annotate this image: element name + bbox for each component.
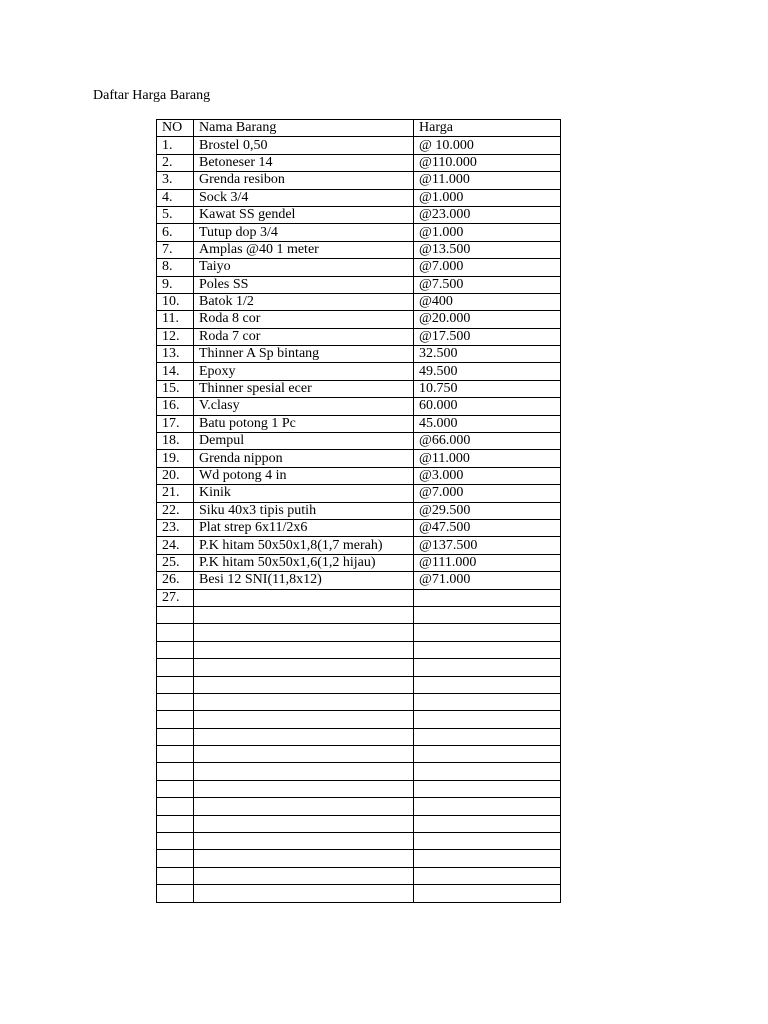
cell-no: 17. bbox=[157, 415, 194, 432]
table-row bbox=[157, 885, 561, 902]
table-row bbox=[157, 433, 561, 450]
table-row bbox=[157, 589, 561, 606]
cell-no: 2. bbox=[157, 154, 194, 171]
cell-price: @ 10.000 bbox=[414, 137, 561, 154]
header-price: Harga bbox=[414, 120, 561, 137]
cell-no bbox=[157, 606, 194, 623]
cell-no: 14. bbox=[157, 363, 194, 380]
cell-item-name: Amplas @40 1 meter bbox=[194, 241, 414, 258]
cell-price: 10.750 bbox=[414, 380, 561, 397]
cell-no bbox=[157, 659, 194, 676]
cell-item-name bbox=[194, 589, 414, 606]
cell-no bbox=[157, 746, 194, 763]
cell-no: 19. bbox=[157, 450, 194, 467]
table-row bbox=[157, 693, 561, 710]
cell-item-name bbox=[194, 624, 414, 641]
cell-no: 5. bbox=[157, 206, 194, 223]
table-header-row bbox=[157, 120, 561, 137]
cell-no bbox=[157, 693, 194, 710]
cell-item-name bbox=[194, 833, 414, 850]
cell-item-name bbox=[194, 850, 414, 867]
cell-item-name: Batu potong 1 Pc bbox=[194, 415, 414, 432]
cell-price bbox=[414, 885, 561, 902]
cell-item-name: P.K hitam 50x50x1,6(1,2 hijau) bbox=[194, 554, 414, 571]
price-list-table bbox=[156, 119, 561, 903]
table-row bbox=[157, 537, 561, 554]
table-row bbox=[157, 867, 561, 884]
cell-item-name: Poles SS bbox=[194, 276, 414, 293]
cell-item-name: Thinner A Sp bintang bbox=[194, 346, 414, 363]
cell-item-name bbox=[194, 728, 414, 745]
cell-item-name bbox=[194, 641, 414, 658]
cell-price bbox=[414, 641, 561, 658]
cell-no bbox=[157, 763, 194, 780]
cell-item-name: Dempul bbox=[194, 433, 414, 450]
cell-no: 13. bbox=[157, 346, 194, 363]
table-row bbox=[157, 276, 561, 293]
table-row bbox=[157, 346, 561, 363]
cell-item-name bbox=[194, 885, 414, 902]
table-row bbox=[157, 711, 561, 728]
table-row bbox=[157, 763, 561, 780]
cell-price: @20.000 bbox=[414, 311, 561, 328]
cell-item-name: Sock 3/4 bbox=[194, 189, 414, 206]
cell-price bbox=[414, 763, 561, 780]
cell-price bbox=[414, 867, 561, 884]
cell-item-name: Taiyo bbox=[194, 259, 414, 276]
table-row bbox=[157, 450, 561, 467]
cell-no bbox=[157, 815, 194, 832]
table-row bbox=[157, 311, 561, 328]
cell-price: @7.000 bbox=[414, 485, 561, 502]
cell-no: 26. bbox=[157, 572, 194, 589]
cell-item-name: Roda 7 cor bbox=[194, 328, 414, 345]
cell-price: @400 bbox=[414, 293, 561, 310]
table-row bbox=[157, 659, 561, 676]
cell-item-name: Besi 12 SNI(11,8x12) bbox=[194, 572, 414, 589]
cell-price bbox=[414, 711, 561, 728]
header-item-name: Nama Barang bbox=[194, 120, 414, 137]
cell-no: 11. bbox=[157, 311, 194, 328]
table-row bbox=[157, 728, 561, 745]
cell-item-name: Kawat SS gendel bbox=[194, 206, 414, 223]
cell-price: 45.000 bbox=[414, 415, 561, 432]
cell-no bbox=[157, 867, 194, 884]
table-row bbox=[157, 415, 561, 432]
table-row bbox=[157, 241, 561, 258]
cell-no: 24. bbox=[157, 537, 194, 554]
cell-item-name bbox=[194, 693, 414, 710]
cell-price: 49.500 bbox=[414, 363, 561, 380]
cell-item-name: Roda 8 cor bbox=[194, 311, 414, 328]
cell-price bbox=[414, 624, 561, 641]
cell-item-name: Wd potong 4 in bbox=[194, 467, 414, 484]
table-row bbox=[157, 833, 561, 850]
cell-item-name: Grenda nippon bbox=[194, 450, 414, 467]
cell-item-name bbox=[194, 676, 414, 693]
table-row bbox=[157, 467, 561, 484]
table-row bbox=[157, 485, 561, 502]
cell-item-name: Plat strep 6x11/2x6 bbox=[194, 519, 414, 536]
table-row bbox=[157, 224, 561, 241]
table-row bbox=[157, 624, 561, 641]
cell-price: @11.000 bbox=[414, 172, 561, 189]
cell-no: 3. bbox=[157, 172, 194, 189]
cell-item-name: Batok 1/2 bbox=[194, 293, 414, 310]
table-row bbox=[157, 398, 561, 415]
table-row bbox=[157, 554, 561, 571]
cell-no: 10. bbox=[157, 293, 194, 310]
cell-price bbox=[414, 780, 561, 797]
cell-item-name bbox=[194, 659, 414, 676]
table-row bbox=[157, 137, 561, 154]
cell-price bbox=[414, 659, 561, 676]
cell-no: 1. bbox=[157, 137, 194, 154]
table-row bbox=[157, 380, 561, 397]
cell-no: 9. bbox=[157, 276, 194, 293]
cell-price: @66.000 bbox=[414, 433, 561, 450]
table-row bbox=[157, 676, 561, 693]
cell-no bbox=[157, 676, 194, 693]
cell-price: 60.000 bbox=[414, 398, 561, 415]
cell-price: @11.000 bbox=[414, 450, 561, 467]
table-row bbox=[157, 798, 561, 815]
cell-no: 4. bbox=[157, 189, 194, 206]
cell-no: 6. bbox=[157, 224, 194, 241]
cell-price: @17.500 bbox=[414, 328, 561, 345]
cell-item-name bbox=[194, 798, 414, 815]
cell-no: 25. bbox=[157, 554, 194, 571]
cell-item-name bbox=[194, 711, 414, 728]
cell-price: @23.000 bbox=[414, 206, 561, 223]
cell-price bbox=[414, 798, 561, 815]
cell-item-name: Thinner spesial ecer bbox=[194, 380, 414, 397]
cell-item-name: Tutup dop 3/4 bbox=[194, 224, 414, 241]
table-row bbox=[157, 328, 561, 345]
cell-price bbox=[414, 606, 561, 623]
table-row bbox=[157, 363, 561, 380]
cell-item-name bbox=[194, 867, 414, 884]
cell-no: 18. bbox=[157, 433, 194, 450]
cell-price: @111.000 bbox=[414, 554, 561, 571]
cell-no: 21. bbox=[157, 485, 194, 502]
cell-price: @7.000 bbox=[414, 259, 561, 276]
cell-price: @137.500 bbox=[414, 537, 561, 554]
cell-no bbox=[157, 641, 194, 658]
cell-price bbox=[414, 746, 561, 763]
cell-no: 20. bbox=[157, 467, 194, 484]
cell-no bbox=[157, 850, 194, 867]
cell-no bbox=[157, 780, 194, 797]
table-row bbox=[157, 172, 561, 189]
table-row bbox=[157, 519, 561, 536]
cell-item-name: Epoxy bbox=[194, 363, 414, 380]
cell-item-name bbox=[194, 780, 414, 797]
cell-price bbox=[414, 693, 561, 710]
cell-price bbox=[414, 676, 561, 693]
cell-price: 32.500 bbox=[414, 346, 561, 363]
cell-no: 15. bbox=[157, 380, 194, 397]
cell-no: 12. bbox=[157, 328, 194, 345]
table-row bbox=[157, 746, 561, 763]
cell-item-name: P.K hitam 50x50x1,8(1,7 merah) bbox=[194, 537, 414, 554]
cell-price bbox=[414, 589, 561, 606]
cell-price: @110.000 bbox=[414, 154, 561, 171]
table-row bbox=[157, 154, 561, 171]
cell-no bbox=[157, 798, 194, 815]
cell-item-name bbox=[194, 606, 414, 623]
cell-price: @29.500 bbox=[414, 502, 561, 519]
document-title: Daftar Harga Barang bbox=[93, 88, 211, 103]
cell-price: @1.000 bbox=[414, 189, 561, 206]
cell-no: 8. bbox=[157, 259, 194, 276]
cell-price: @47.500 bbox=[414, 519, 561, 536]
cell-no bbox=[157, 624, 194, 641]
cell-price bbox=[414, 728, 561, 745]
cell-no bbox=[157, 885, 194, 902]
cell-no: 16. bbox=[157, 398, 194, 415]
cell-item-name: Kinik bbox=[194, 485, 414, 502]
cell-no: 22. bbox=[157, 502, 194, 519]
cell-no: 27. bbox=[157, 589, 194, 606]
cell-price: @7.500 bbox=[414, 276, 561, 293]
cell-no bbox=[157, 711, 194, 728]
cell-price: @3.000 bbox=[414, 467, 561, 484]
cell-no bbox=[157, 833, 194, 850]
table-row bbox=[157, 293, 561, 310]
table-row bbox=[157, 606, 561, 623]
table-row bbox=[157, 189, 561, 206]
cell-item-name bbox=[194, 763, 414, 780]
cell-price: @13.500 bbox=[414, 241, 561, 258]
cell-price bbox=[414, 833, 561, 850]
cell-item-name: Brostel 0,50 bbox=[194, 137, 414, 154]
cell-price bbox=[414, 815, 561, 832]
cell-item-name: V.clasy bbox=[194, 398, 414, 415]
header-no: NO bbox=[157, 120, 194, 137]
table-row bbox=[157, 780, 561, 797]
table-row bbox=[157, 502, 561, 519]
table-row bbox=[157, 850, 561, 867]
cell-item-name bbox=[194, 746, 414, 763]
cell-item-name: Siku 40x3 tipis putih bbox=[194, 502, 414, 519]
cell-item-name: Grenda resibon bbox=[194, 172, 414, 189]
cell-item-name: Betoneser 14 bbox=[194, 154, 414, 171]
cell-price bbox=[414, 850, 561, 867]
cell-price: @1.000 bbox=[414, 224, 561, 241]
table-row bbox=[157, 641, 561, 658]
table-row bbox=[157, 259, 561, 276]
cell-no: 7. bbox=[157, 241, 194, 258]
cell-price: @71.000 bbox=[414, 572, 561, 589]
cell-item-name bbox=[194, 815, 414, 832]
cell-no bbox=[157, 728, 194, 745]
table-row bbox=[157, 206, 561, 223]
table-row bbox=[157, 815, 561, 832]
cell-no: 23. bbox=[157, 519, 194, 536]
table-row bbox=[157, 572, 561, 589]
